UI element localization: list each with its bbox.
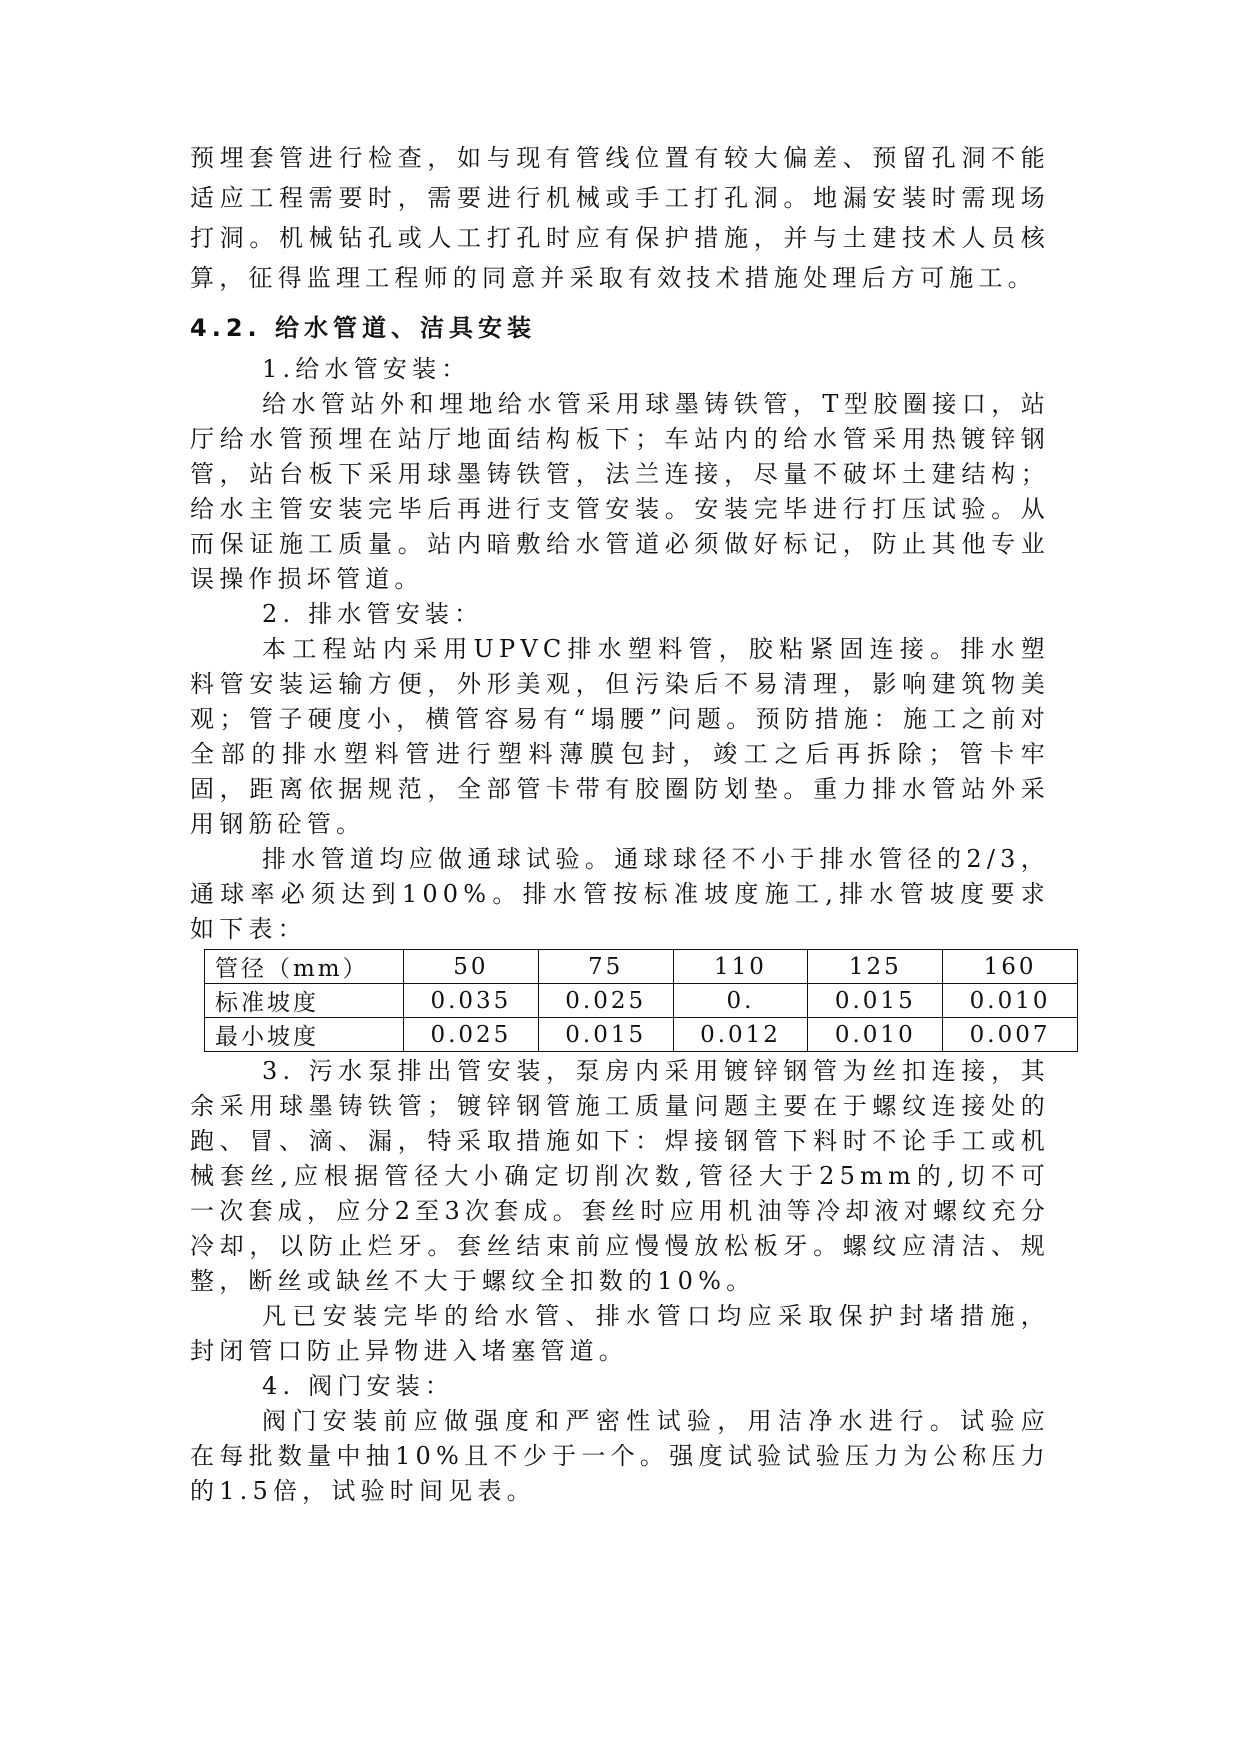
table-cell: 0.025 [404,1018,539,1052]
table-cell: 0.007 [943,1018,1078,1052]
document-page [190,138,1050,1509]
subsection-1-body: 给水管站外和埋地给水管采用球墨铸铁管，T型胶圈接口，站厅给水管预埋在站厅地面结构板下；车站内的给水管采用热镀锌钢管，站台板下采用球墨铸铁管，法兰连接，尽量不破坏土建结构；给水主管安装完毕后再进行支管安装。安装完毕进行打压试验。从而保证施工质量。站内暗敷给水管道必须做好标记，防止其他专业误操作损坏管道。 [190,390,1050,593]
table-cell: 0. [673,984,808,1018]
table-cell: 0.025 [538,984,673,1018]
table-cell: 160 [943,950,1078,984]
subsection-4-body: 阀门安装前应做强度和严密性试验，用洁净水进行。试验应在每批数量中抽10%且不少于一个。强度试验试验压力为公称压力的1.5倍，试验时间见表。 [190,1407,1050,1505]
table-cell: 最小坡度 [205,1018,404,1052]
table-cell: 50 [404,950,539,984]
intro-paragraph: 预埋套管进行检查，如与现有管线位置有较大偏差、预留孔洞不能适应工程需要时，需要进行机械或手工打孔洞。地漏安装时需现场打洞。机械钻孔或人工打孔时应有保护措施，并与土建技术人员核算，征得监理工程师的同意并采取有效技术措施处理后方可施工。 [190,144,1050,292]
table-cell: 0.010 [943,984,1078,1018]
subsection-2-body-2: 排水管道均应做通球试验。通球球径不小于排水管径的2/3，通球率必须达到100%。排水管按标准坡度施工,排水管坡度要求如下表： [190,845,1050,943]
subsection-1-title: 1.给水管安装： [262,355,471,383]
subsection-3-body: 3. 污水泵排出管安装，泵房内采用镀锌钢管为丝扣连接，其余采用球墨铸铁管；镀锌钢管施工质量问题主要在于螺纹连接处的跑、冒、滴、漏，特采取措施如下：焊接钢管下料时不论手工或机械套丝,应根据管径大小确定切削次数,管径大于25mm的,切不可一次套成，应分2至3次套成。套丝时应用机油等冷却液对螺纹充分冷却，以防止烂牙。套丝结束前应慢慢放松板牙。螺纹应清洁、规整，断丝或缺丝不大于螺纹全扣数的10%。 [190,1057,1050,1295]
table-row [205,984,1078,1018]
table-cell: 125 [808,950,943,984]
table-cell: 110 [673,950,808,984]
table-cell: 75 [538,950,673,984]
slope-table [204,949,1078,1052]
subsection-2-body: 本工程站内采用UPVC排水塑料管，胶粘紧固连接。排水塑料管安装运输方便，外形美观，但污染后不易清理，影响建筑物美观；管子硬度小，横管容易有“塌腰”问题。预防措施：施工之前对全部的排水塑料管进行塑料薄膜包封，竣工之后再拆除；管卡牢固，距离依据规范，全部管卡带有胶圈防划垫。重力排水管站外采用钢筋砼管。 [190,635,1050,838]
table-cell: 0.012 [673,1018,808,1052]
table-cell: 0.015 [538,1018,673,1052]
table-cell: 管径（mm） [205,950,404,984]
table-cell: 0.010 [808,1018,943,1052]
table-cell: 标准坡度 [205,984,404,1018]
table-row [205,1018,1078,1052]
subsection-2-title: 2. 排水管安装： [262,600,484,628]
subsection-4-title: 4. 阀门安装： [262,1372,455,1400]
section-heading: 4.2. 给水管道、洁具安装 [190,314,536,342]
subsection-3-body-2: 凡已安装完毕的给水管、排水管口均应采取保护封堵措施，封闭管口防止异物进入堵塞管道。 [190,1302,1050,1365]
table-header-row [205,950,1078,984]
table-cell: 0.015 [808,984,943,1018]
table-cell: 0.035 [404,984,539,1018]
